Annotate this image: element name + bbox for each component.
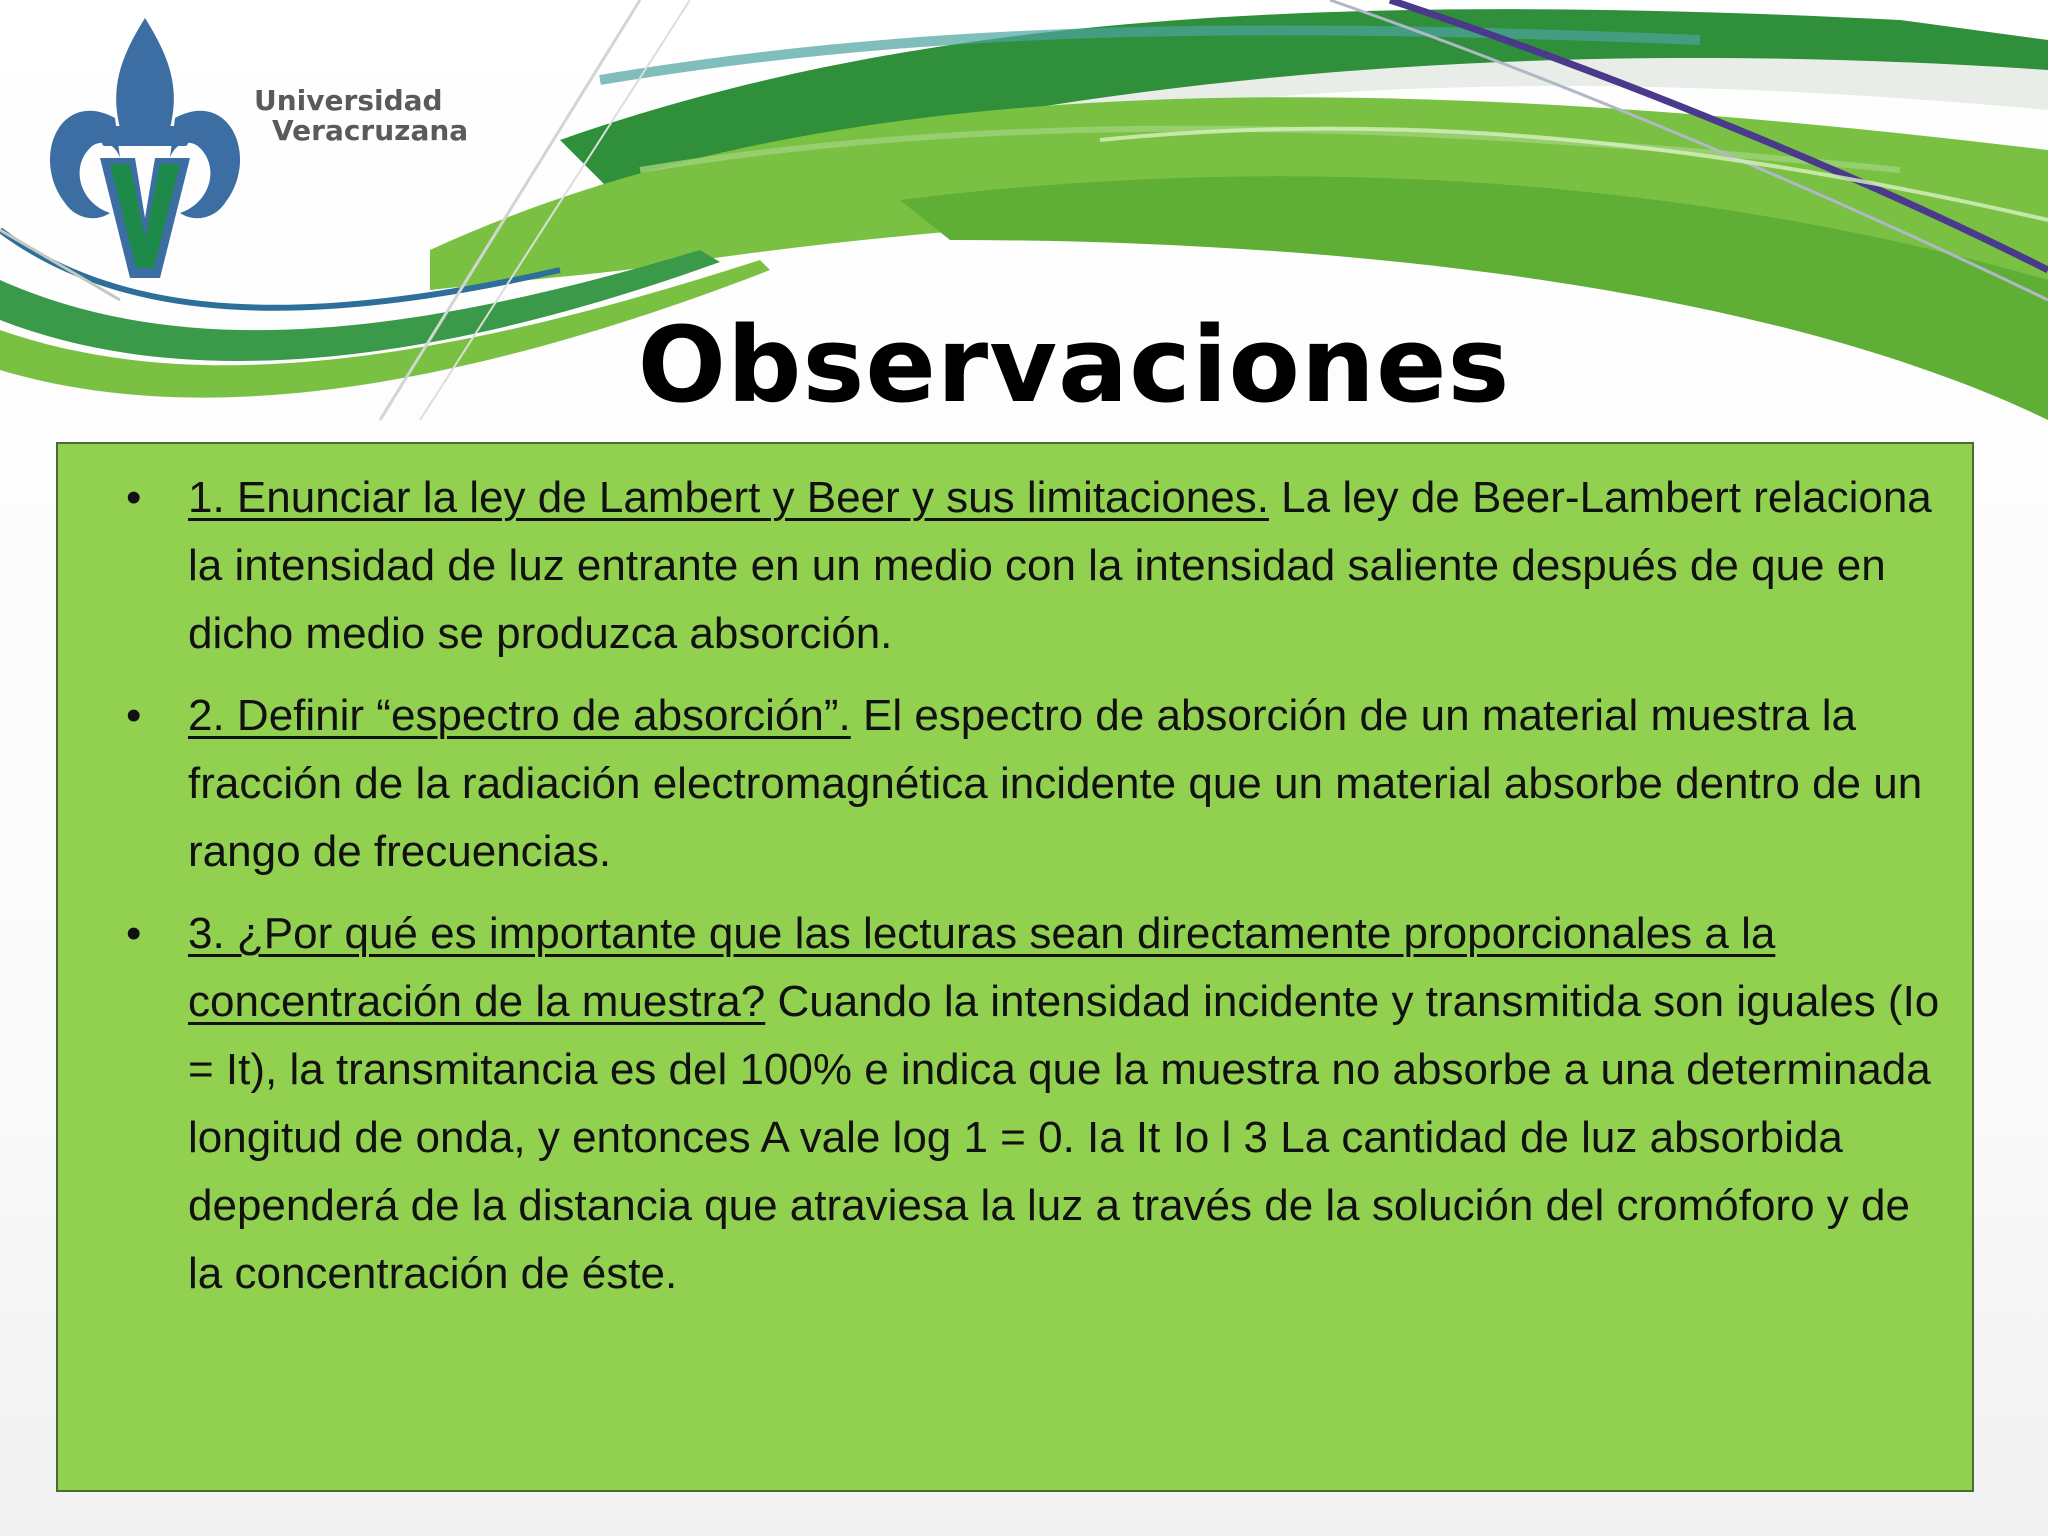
university-name-line2: Veracruzana [272, 114, 469, 147]
university-name [254, 86, 468, 146]
university-name-line1: Universidad [254, 84, 443, 117]
fleur-de-lis-v-logo-icon [40, 18, 250, 288]
answer-text: Cuando la intensidad incidente y transmitida son iguales (Io = It), la transmitancia es del 100% e indica que la muestra no absorbe a una determinada longitud de onda, y entonces A vale log 1 = 0. Ia It Io l 3 La cantidad de luz absorbida dependerá de la distancia que atraviesa la luz a través de la solución del cromóforo y de la concentración de éste. [188, 977, 1940, 1298]
answer-text: La ley de Beer-Lambert relaciona la intensidad de luz entrante en un medio con la intensidad saliente después de que en dicho medio se produzca absorción. [188, 473, 1932, 658]
list-item [82, 682, 1942, 886]
bullet-marker: • [126, 909, 142, 958]
question-text: 3. ¿Por qué es importante que las lecturas sean directamente proporcionales a la concentración de la muestra? [188, 909, 1776, 1026]
bullet-marker: • [126, 473, 142, 522]
slide-title: Observaciones [637, 304, 1511, 426]
observations-list [82, 464, 1942, 1308]
list-item [82, 900, 1942, 1308]
content-panel [56, 442, 1974, 1492]
question-text: 1. Enunciar la ley de Lambert y Beer y sus limitaciones. [188, 473, 1269, 522]
list-item [82, 464, 1942, 668]
bullet-marker: • [126, 691, 142, 740]
question-text: 2. Definir “espectro de absorción”. [188, 691, 851, 740]
answer-text: El espectro de absorción de un material muestra la fracción de la radiación electromagnética incidente que un material absorbe dentro de un rango de frecuencias. [188, 691, 1923, 876]
